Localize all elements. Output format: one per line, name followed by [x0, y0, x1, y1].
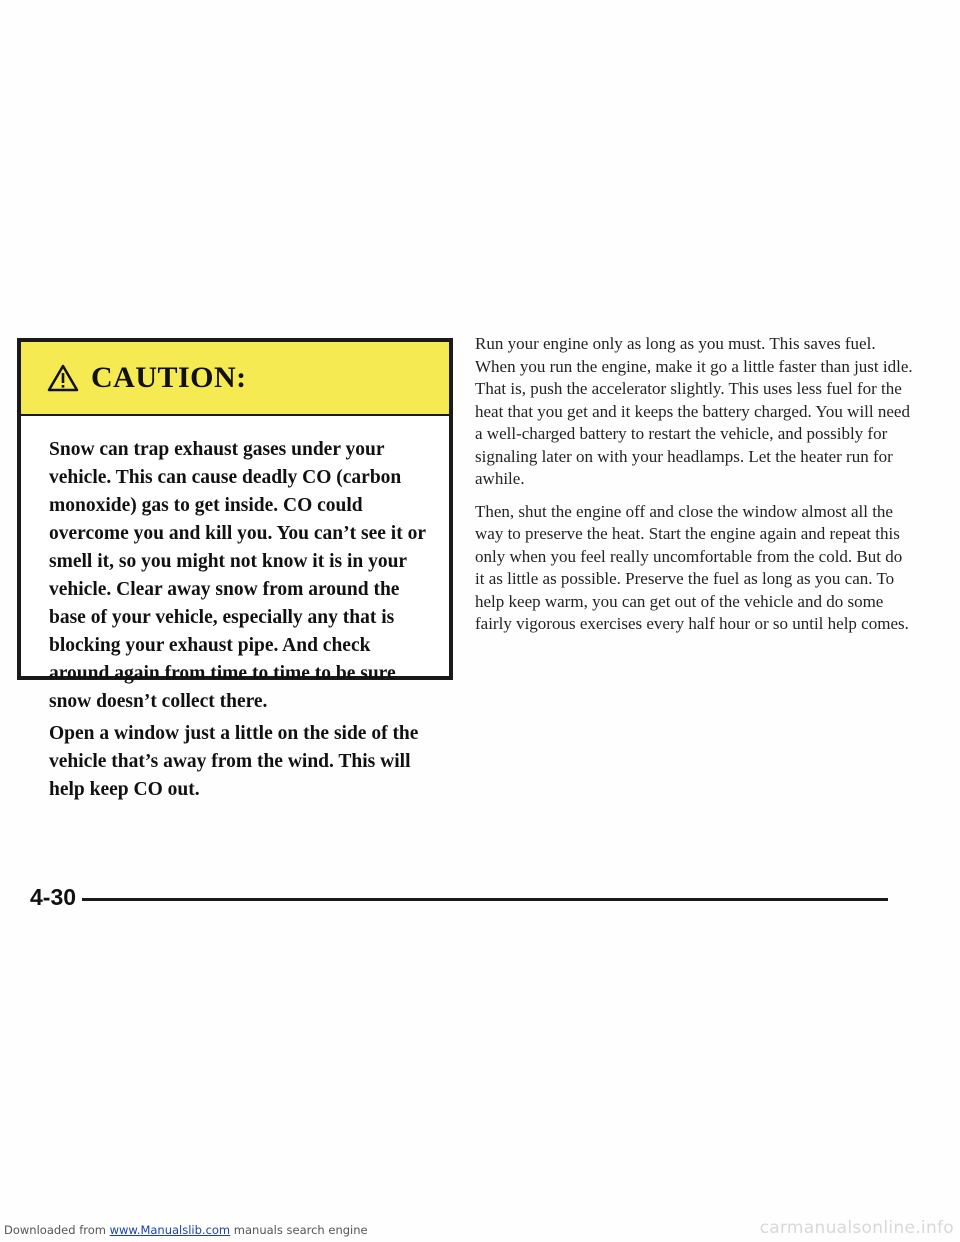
- manualslib-link[interactable]: www.Manualslib.com: [109, 1223, 231, 1237]
- caution-paragraph: Snow can trap exhaust gases under your vehicle. This can cause deadly CO (carbon monoxide) gas to get inside. CO could overcome you and kill you. You can’t see it or smell it, so you might not know it is in your vehicle. Clear away snow from around the base of your vehicle, especially any that is blocking your exhaust pipe. And check around again from time to time to be sure snow doesn’t collect there.: [49, 439, 426, 712]
- caution-body: [21, 416, 449, 804]
- page-footer: [30, 880, 888, 914]
- download-prefix: Downloaded from: [4, 1223, 110, 1237]
- download-banner: [4, 1223, 368, 1237]
- page-number: 4-30: [30, 883, 77, 910]
- footer-rule: [82, 898, 888, 901]
- watermark: carmanualsonline.info: [759, 1218, 954, 1238]
- caution-title: CAUTION:: [91, 361, 247, 394]
- warning-triangle-icon: [47, 364, 79, 392]
- body-text-column: [475, 333, 915, 646]
- caution-header: [21, 342, 449, 416]
- caution-box: [17, 338, 453, 800]
- body-paragraph: Then, shut the engine off and close the window almost all the way to preserve the heat. Start the engine again and repeat this only when you feel really uncomfortable from the cold. But do it as little as possible. Preserve the fuel as long as you can. To help keep warm, you can get out of the vehicle and do some fairly vigorous exercises every half hour or so until help comes.: [475, 501, 909, 633]
- caution-paragraph: Open a window just a little on the side of the vehicle that’s away from the wind. This will help keep CO out.: [49, 723, 419, 800]
- body-paragraph: Run your engine only as long as you must. This saves fuel. When you run the engine, make it go a little faster than just idle. That is, push the accelerator slightly. This uses less fuel for the heat that you get and it keeps the battery charged. You will need a well-charged battery to restart the vehicle, and possibly for signaling later on with your headlamps. Let the heater run for awhile.: [475, 334, 913, 488]
- download-suffix: manuals search engine: [230, 1223, 368, 1237]
